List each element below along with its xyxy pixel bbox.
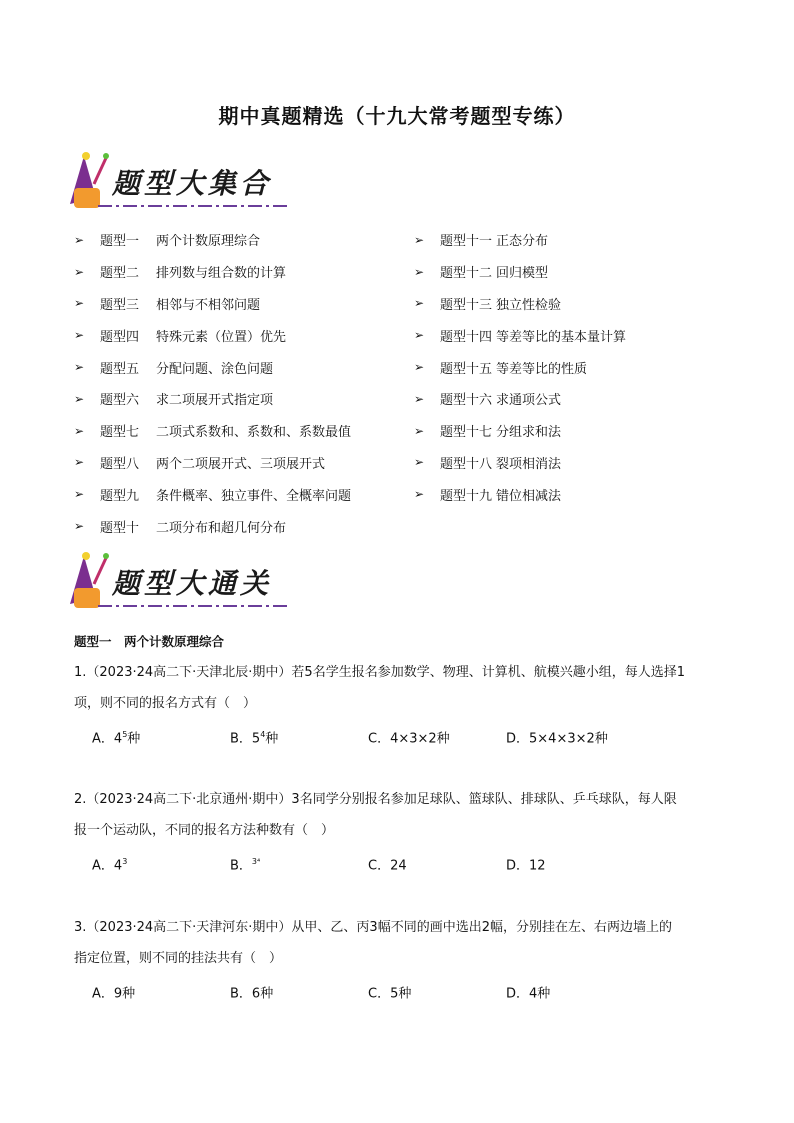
banner-title: 题型大通关 — [112, 567, 273, 600]
option-letter: B． — [230, 858, 252, 874]
toc-item-number: 题型二 — [100, 266, 140, 282]
banner-toc — [62, 148, 302, 216]
option-base: 4 — [113, 858, 123, 874]
option-letter: C． — [368, 986, 391, 1002]
option-letter: A． — [92, 858, 114, 874]
arrow-bullet-icon: ➢ — [414, 328, 425, 343]
toc-item-number: 题型八 — [100, 456, 140, 472]
toc-item-number: 题型十三 — [440, 297, 493, 313]
arrow-bullet-icon: ➢ — [74, 264, 85, 279]
option-letter: B． — [230, 731, 252, 747]
arrow-bullet-icon: ➢ — [74, 423, 85, 438]
toc-item-label: 回归模型 — [496, 266, 549, 282]
toc-item-label: 分组求和法 — [496, 425, 562, 441]
arrow-bullet-icon: ➢ — [74, 328, 85, 343]
toc-item — [414, 478, 626, 510]
toc-item — [414, 224, 626, 256]
toc-item — [74, 351, 351, 383]
option-base: 4×3×2种 — [390, 731, 450, 747]
toc-right-column — [414, 224, 626, 510]
answer-option — [230, 846, 368, 881]
toc-item-number: 题型七 — [100, 425, 140, 441]
arrow-bullet-icon: ➢ — [74, 232, 85, 247]
toc-item-label: 相邻与不相邻问题 — [156, 297, 261, 313]
option-exponent: 3⁴ — [251, 857, 261, 866]
toc-item-label: 分配问题、涂色问题 — [156, 361, 274, 377]
option-letter: B． — [230, 986, 252, 1002]
toc-item — [414, 447, 626, 479]
arrow-bullet-icon: ➢ — [414, 391, 425, 406]
toc-item-label: 独立性检验 — [496, 297, 562, 313]
arrow-bullet-icon: ➢ — [414, 455, 425, 470]
question-stem-line1: 3.（2023·24高二下·天津河东·期中）从甲、乙、丙3幅不同的画中选出2幅，分别挂在左、右两边墙上的 — [74, 920, 672, 935]
toc-item-number: 题型十六 — [440, 393, 493, 409]
option-letter: D． — [506, 986, 530, 1002]
arrow-bullet-icon: ➢ — [74, 455, 85, 470]
toc-item — [414, 351, 626, 383]
option-letter: D． — [506, 731, 530, 747]
option-exponent: 5 — [122, 730, 128, 739]
toc-item — [414, 383, 626, 415]
option-row — [74, 719, 734, 754]
toc-item-label: 排列数与组合数的计算 — [156, 266, 287, 282]
question-stem-line1: 1.（2023·24高二下·天津北辰·期中）若5名学生报名参加数学、物理、计算机、航模兴趣小组，每人选择1 — [74, 665, 685, 680]
arrow-bullet-icon: ➢ — [414, 296, 425, 311]
arrow-bullet-icon: ➢ — [74, 391, 85, 406]
toc-item — [414, 319, 626, 351]
banner-title: 题型大集合 — [112, 167, 273, 200]
section-heading: 题型一 两个计数原理综合 — [74, 634, 225, 649]
answer-option — [92, 846, 230, 881]
toc-item-number: 题型十七 — [440, 425, 493, 441]
option-tail: 种 — [265, 731, 279, 747]
question-3 — [74, 912, 734, 1009]
arrow-bullet-icon: ➢ — [74, 296, 85, 311]
toc-item-label: 等差等比的性质 — [496, 361, 588, 377]
toc-item-label: 条件概率、独立事件、全概率问题 — [156, 488, 352, 504]
answer-option — [368, 974, 506, 1009]
arrow-bullet-icon: ➢ — [74, 360, 85, 375]
option-base: 5 — [251, 731, 261, 747]
toc-item — [74, 224, 351, 256]
option-letter: A． — [92, 731, 114, 747]
toc-item-number: 题型十五 — [440, 361, 493, 377]
toc-item-label: 二项式系数和、系数和、系数最值 — [156, 425, 352, 441]
toc-item-number: 题型十 — [100, 520, 140, 536]
toc-item-number: 题型三 — [100, 297, 140, 313]
answer-option — [368, 719, 506, 754]
toc-item-number: 题型五 — [100, 361, 140, 377]
toc-item — [414, 288, 626, 320]
toc-item — [74, 288, 351, 320]
toc-item-label: 求通项公式 — [496, 393, 562, 409]
toc-item-number: 题型六 — [100, 393, 140, 409]
option-letter: C． — [368, 731, 391, 747]
arrow-bullet-icon: ➢ — [414, 487, 425, 502]
toc-item — [74, 510, 351, 542]
question-stem-line2: 报一个运动队，不同的报名方法种数有（ ） — [74, 823, 335, 838]
arrow-bullet-icon: ➢ — [414, 232, 425, 247]
option-base: 4种 — [529, 986, 551, 1002]
question-2 — [74, 784, 734, 881]
option-tail: 种 — [127, 731, 141, 747]
option-base: 24 — [390, 858, 407, 874]
toc-item — [74, 415, 351, 447]
answer-option — [230, 719, 368, 754]
answer-option — [92, 719, 230, 754]
arrow-bullet-icon: ➢ — [414, 423, 425, 438]
toc-item-label: 特殊元素（位置）优先 — [156, 329, 287, 345]
toc-item — [74, 319, 351, 351]
answer-option — [506, 846, 644, 881]
toc-item-label: 等差等比的基本量计算 — [496, 329, 627, 345]
option-exponent: 4 — [260, 730, 266, 739]
toc-item-label: 两个计数原理综合 — [156, 234, 261, 250]
option-exponent: 3 — [122, 857, 128, 866]
answer-option — [506, 974, 644, 1009]
toc-item-label: 错位相减法 — [496, 488, 562, 504]
arrow-bullet-icon: ➢ — [414, 264, 425, 279]
toc-item-number: 题型十一 — [440, 234, 493, 250]
toc-item-number: 题型四 — [100, 329, 140, 345]
toc-item — [414, 256, 626, 288]
option-letter: C． — [368, 858, 391, 874]
toc-item — [74, 478, 351, 510]
page-title: 期中真题精选（十九大常考题型专练） — [218, 104, 576, 128]
arrow-bullet-icon: ➢ — [414, 360, 425, 375]
toc-item-label: 裂项相消法 — [496, 456, 562, 472]
option-base: 9种 — [113, 986, 136, 1002]
toc-item-label: 求二项展开式指定项 — [156, 393, 274, 409]
option-base: 4 — [113, 731, 123, 747]
toc-item-number: 题型一 — [100, 234, 140, 250]
answer-option — [92, 974, 230, 1009]
option-letter: A． — [92, 986, 114, 1002]
toc-item-number: 题型十八 — [440, 456, 493, 472]
answer-option — [230, 974, 368, 1009]
question-1 — [74, 657, 734, 754]
toc-item-label: 二项分布和超几何分布 — [156, 520, 287, 536]
question-stem-line2: 项，则不同的报名方式有（ ） — [74, 696, 257, 711]
toc-left-column — [74, 224, 351, 542]
toc-item — [414, 415, 626, 447]
option-letter: D． — [506, 858, 530, 874]
toc-item-label: 两个二项展开式、三项展开式 — [156, 456, 326, 472]
toc-item — [74, 383, 351, 415]
toc-item — [74, 256, 351, 288]
toc-item-number: 题型九 — [100, 488, 140, 504]
question-stem-line2: 指定位置，则不同的挂法共有（ ） — [74, 951, 283, 966]
option-base: 12 — [529, 858, 546, 874]
toc-item-number: 题型十九 — [440, 488, 493, 504]
question-stem-line1: 2.（2023·24高二下·北京通州·期中）3名同学分别报名参加足球队、篮球队、排球队、乒乓球队，每人限 — [74, 792, 677, 807]
toc-item — [74, 447, 351, 479]
toc-item-label: 正态分布 — [496, 234, 549, 250]
answer-option — [506, 719, 644, 754]
option-base: 5种 — [390, 986, 412, 1002]
answer-option — [368, 846, 506, 881]
option-base: 6种 — [251, 986, 274, 1002]
arrow-bullet-icon: ➢ — [74, 487, 85, 502]
option-base: 5×4×3×2种 — [529, 731, 608, 747]
toc-item-number: 题型十二 — [440, 266, 493, 282]
arrow-bullet-icon: ➢ — [74, 519, 85, 534]
toc-item-number: 题型十四 — [440, 329, 493, 345]
banner-practice — [62, 548, 302, 616]
option-row — [74, 974, 734, 1009]
option-row — [74, 846, 734, 881]
